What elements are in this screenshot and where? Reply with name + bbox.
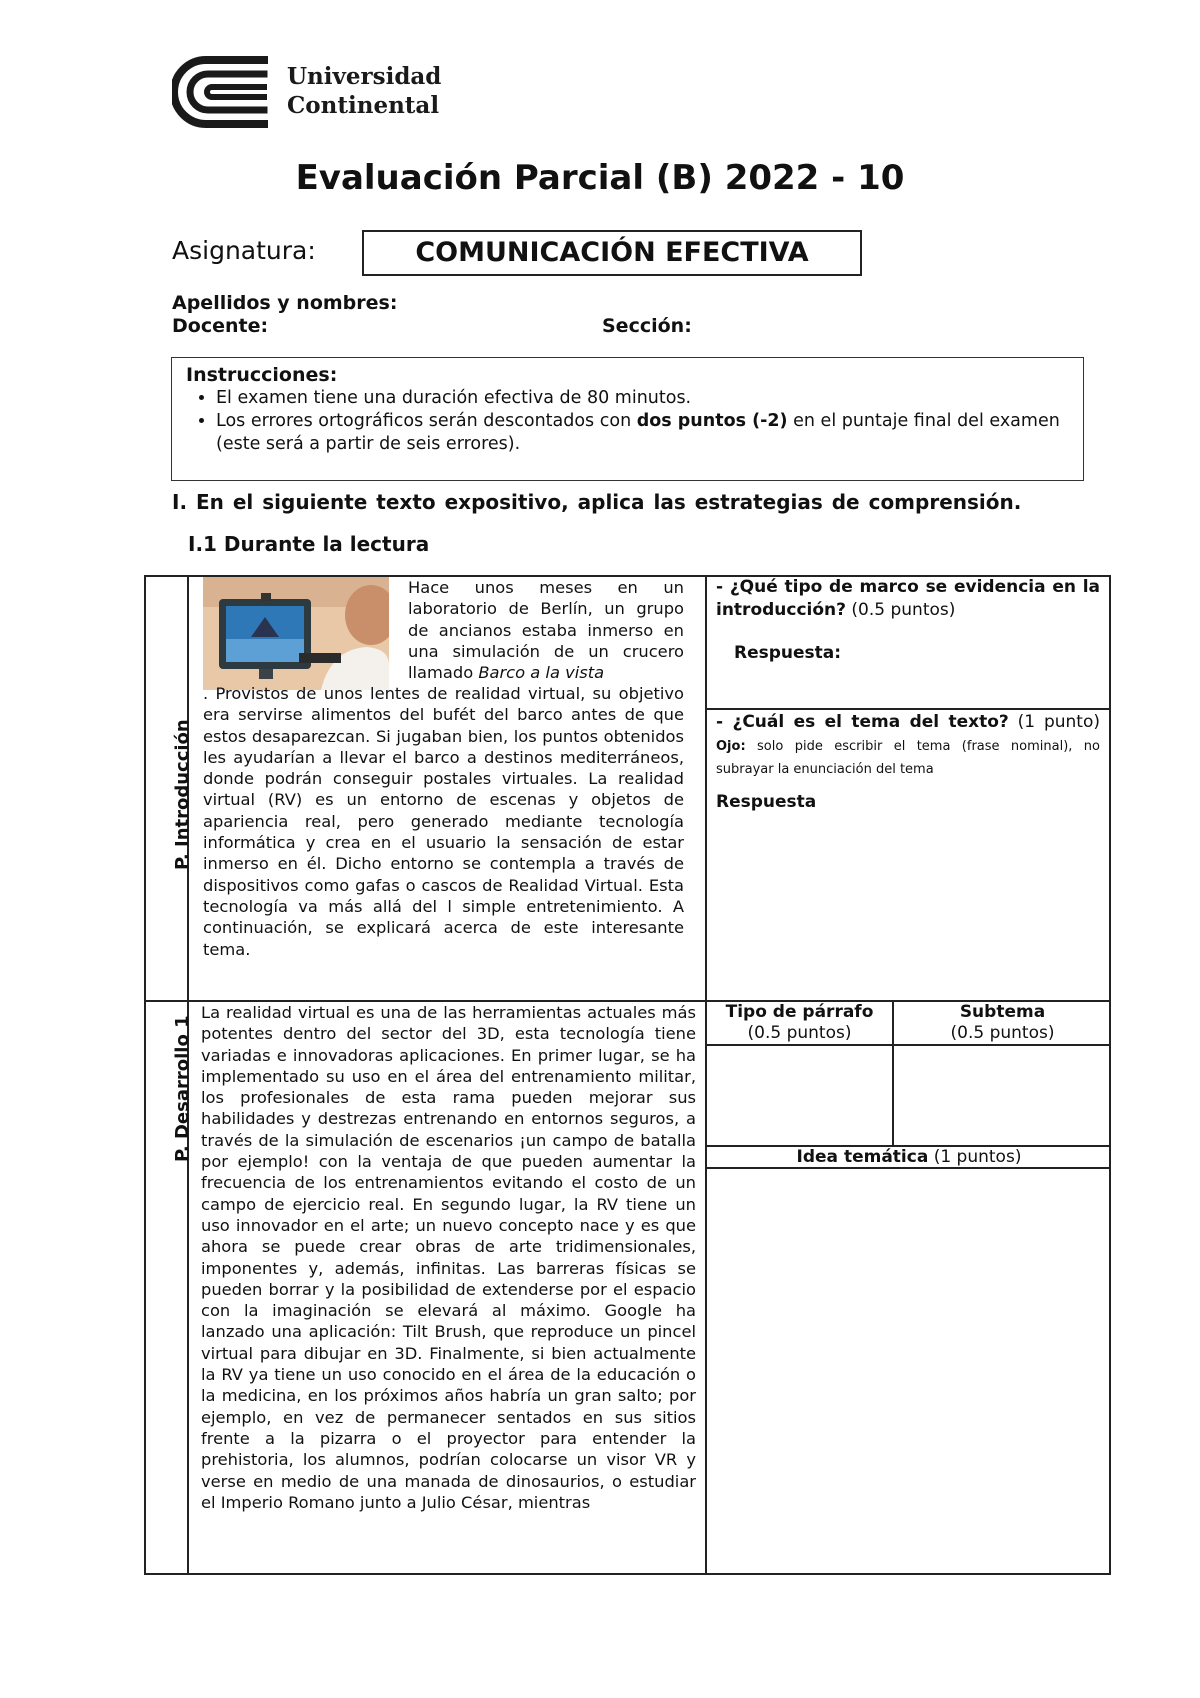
question-1 [716, 576, 1100, 622]
instructions-heading: Instrucciones: [186, 364, 338, 386]
logo-line1: Universidad [287, 63, 442, 90]
idea-tematica-points: (1 puntos) [928, 1147, 1022, 1167]
question-2-answer-label [716, 791, 816, 814]
logo-line2: Continental [287, 92, 440, 119]
question-2-points: (1 punto) [1008, 712, 1101, 732]
subtema-points: (0.5 puntos) [950, 1023, 1055, 1043]
intro-text-b: . Provistos de unos lentes de realidad virtual, su objetivo era servirse alimentos del bufét del barco antes de que estos desaparezcan. Si jugaban bien, los puntos obtenidos les ayudarían a llevar el barco a destinos mediterráneos, donde podrán conseguir postales virtuales. La realidad virtual (RV) es un entorno de escenas y objetos de apariencia real, pero generado mediante tecnología informática y crea en el usuario la sensación de estar inmerso en él. Dicho entorno se contempla a través de dispositivos como gafas o cascos de Realidad Virtual. Esta tecnología va más allá del l simple entretenimiento. A continuación, se explicará acerca de este interesante tema. [203, 684, 684, 959]
question-1-points: (0.5 puntos) [846, 600, 956, 620]
question-2-note [716, 739, 1100, 777]
seccion-label: Sección: [602, 315, 692, 337]
logo-text [287, 62, 441, 120]
asignatura-label: Asignatura: [172, 236, 316, 265]
question-2-answer: Respuesta [716, 792, 817, 812]
question-1-answer-label [734, 642, 841, 665]
page-title: Evaluación Parcial (B) 2022 - 10 [295, 158, 905, 198]
instruction-item [216, 387, 1069, 410]
question-2-ojo: Ojo: [716, 739, 746, 754]
instructions-list [186, 387, 1069, 456]
question-2-dash: - [716, 712, 733, 732]
instruction-item-1: El examen tiene una duración efectiva de 80 minutos. [216, 388, 692, 408]
question-2 [716, 711, 1100, 780]
dev1-paragraph: La realidad virtual es una de las herramientas actuales más potentes dentro del sector del 3D, esta tecnología tiene variadas e innovadoras aplicaciones. En primer lugar, se ha implementado su uso en el área del entrenamiento militar, los profesionales de esta rama pueden mejorar sus habilidades y destrezas entrenando en entornos seguros, a través de la simulación de escenarios ¡un campo de batalla por ejemplo! con la ventaja de que pueden aumentar la frecuencia de los entrenamientos evitando el costo de un campo de ejercicio real. En segundo lugar, la RV tiene un uso innovador en el arte; un nuevo concepto nace y es que ahora se puede crear obras de arte tridimensionales, imponentes y, además, infinitas. Las barreras físicas se pueden borrar y la posibilidad de extenderse por el espacio con la imaginación se elevará al máximo. Google ha lanzado una aplicación: Tilt Brush, que reproduce un pincel virtual para dibujar en 3D. Finalmente, si bien actualmente la RV ya tiene un uso conocido en el área de la educación o la medicina, en los próximos años habría un gran salto; por ejemplo, en vez de permanecer sentados en sus sitios frente a la pizarra o el proyector para entender la prehistoria, los alumnos, podrían colocarse un visor VR y verse en medio de una manada de dinosaurios, o estudiar el Imperio Romano junto a Julio César, mientras [201, 1003, 696, 1512]
subtema-label: Subtema [959, 1002, 1046, 1022]
subtema-header [894, 1002, 1111, 1044]
vr-user-photo [203, 577, 389, 690]
table-divider [705, 1044, 1111, 1046]
instruction-item-2b: dos puntos (-2) [636, 411, 788, 431]
tipo-parrafo-points: (0.5 puntos) [747, 1023, 852, 1043]
intro-text-italic: Barco a la vista [478, 663, 605, 683]
instruction-item [216, 410, 1069, 456]
tipo-parrafo-header [707, 1002, 892, 1044]
question-2-note-text: solo pide escribir el tema (frase nominal), no subrayar la enunciación del tema [716, 739, 1100, 777]
table-divider [705, 575, 707, 1575]
table-divider [705, 708, 1111, 710]
asignatura-box: COMUNICACIÓN EFECTIVA [362, 230, 862, 276]
intro-paragraph [203, 683, 684, 997]
instructions-box [171, 357, 1084, 481]
apellidos-label: Apellidos y nombres: [172, 292, 398, 314]
intro-text-a: Hace unos meses en un laboratorio de Berlín, un grupo de ancianos estaba inmerso en una simulación de un crucero llamado [408, 578, 684, 683]
intro-paragraph-top [408, 577, 684, 683]
instruction-item-2a: Los errores ortográficos serán descontados con [216, 411, 637, 431]
idea-tematica-header [707, 1147, 1111, 1168]
section-heading: I. En el siguiente texto expositivo, aplica las estrategias de comprensión. [172, 490, 1022, 514]
tipo-parrafo-label: Tipo de párrafo [725, 1002, 874, 1022]
docente-label: Docente: [172, 315, 269, 337]
question-1-dash: - [716, 577, 730, 597]
instruction-item-2c: en el puntaje final del examen (este será a partir de seis errores). [216, 411, 1060, 454]
idea-tematica-label: Idea temática [796, 1147, 929, 1167]
question-1-text: ¿Qué tipo de marco se evidencia en la introducción? [716, 577, 1100, 620]
row-label-dev1: P. Desarrollo 1 [172, 1015, 193, 1162]
question-2-text: ¿Cuál es el tema del texto? [732, 712, 1009, 732]
row-label-intro: P. Introducción [172, 719, 193, 870]
subsection-heading: I.1 Durante la lectura [188, 532, 430, 556]
question-1-answer: Respuesta: [734, 643, 842, 663]
